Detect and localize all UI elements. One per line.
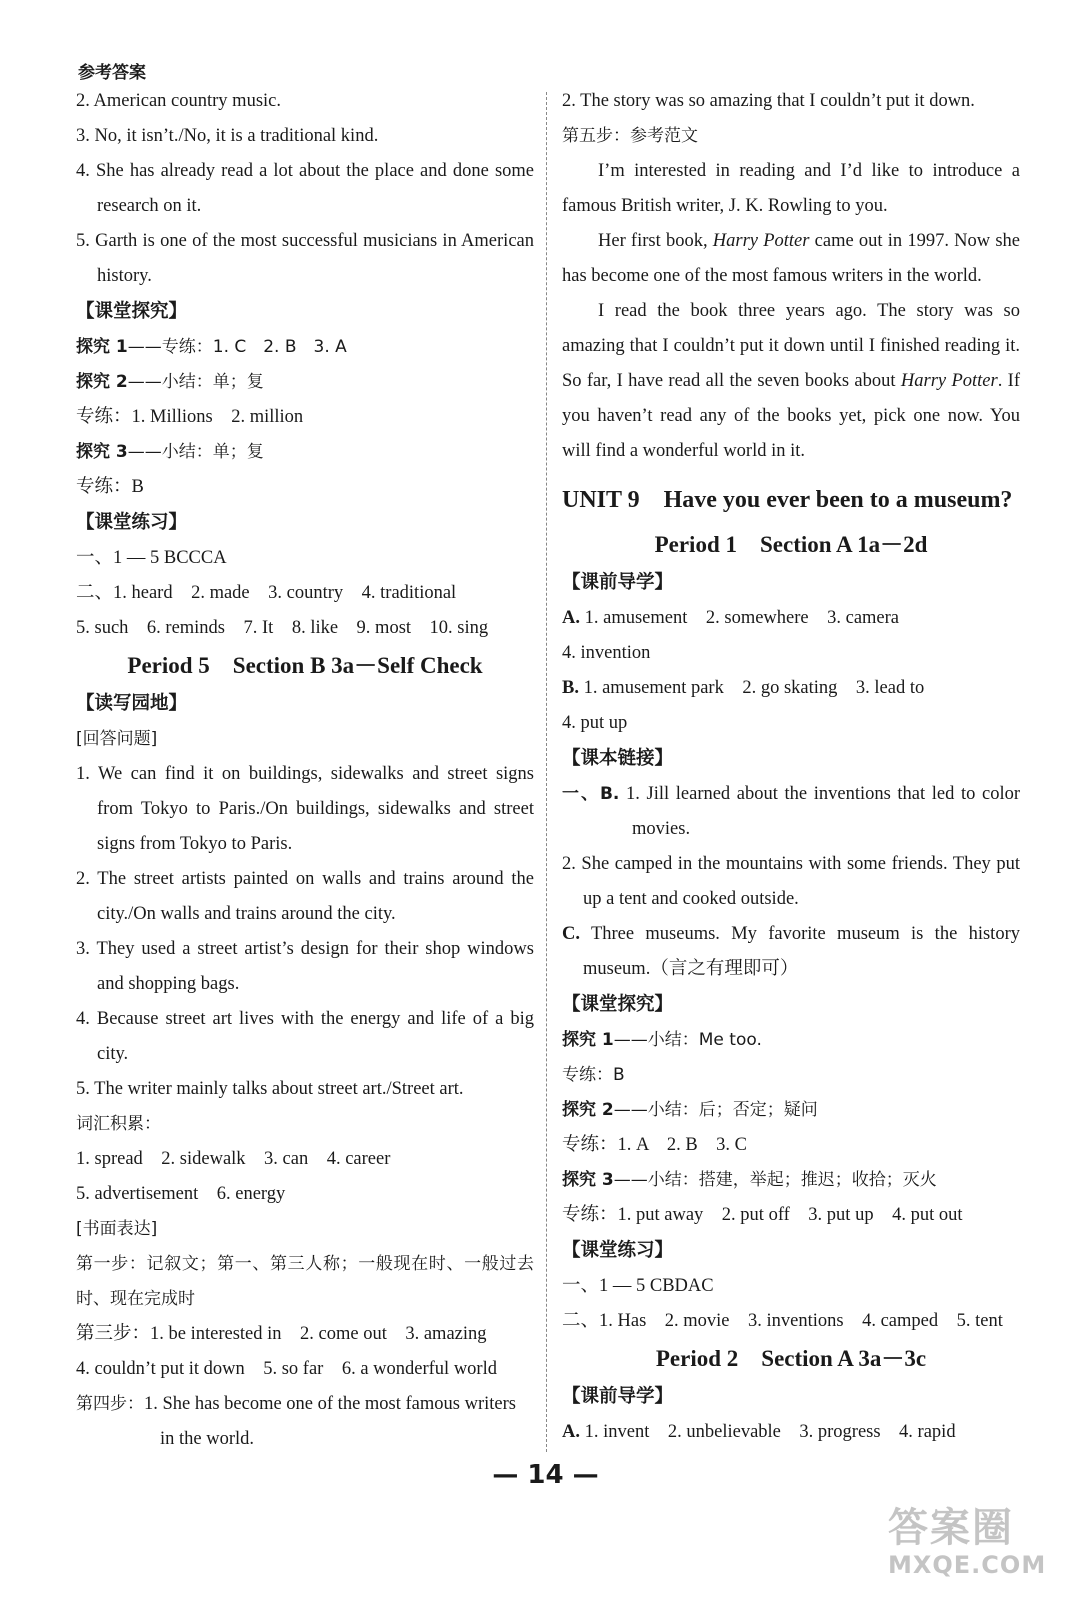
answer-line: 1. We can find it on buildings, sidewalks and street signs from Tokyo to Paris./On buildings, sidewalks and street signs from Tokyo to Paris. bbox=[76, 764, 534, 854]
explore-text: ——小结：单；复 bbox=[127, 442, 264, 462]
step-text: 1. She has become one of the most famous writers bbox=[144, 1394, 516, 1414]
item-text: Three museums. My favorite museum is the history museum.（言之有理即可） bbox=[583, 924, 1020, 979]
preview-line bbox=[562, 1415, 1020, 1450]
explore-text: ——小结：后；否定；疑问 bbox=[613, 1100, 818, 1120]
explore-label: 探究 1 bbox=[76, 337, 128, 357]
practice-line: 二、1. Has 2. movie 3. inventions 4. camped 5. tent bbox=[562, 1311, 1003, 1331]
answer-line: 4. Because street art lives with the energy and life of a big city. bbox=[76, 1009, 534, 1064]
vocab-line: 1. spread 2. sidewalk 3. can 4. career bbox=[76, 1149, 391, 1169]
practice-line: 一、1 — 5 CBDAC bbox=[562, 1276, 714, 1296]
textbook-line: 2. She camped in the mountains with some friends. They put up a tent and cooked outside. bbox=[562, 854, 1020, 909]
step-label: 第四步： bbox=[76, 1394, 144, 1414]
writing-step: 4. couldn’t put it down 5. so far 6. a wonderful world bbox=[76, 1359, 497, 1379]
subsection-heading: [书面表达] bbox=[76, 1219, 158, 1239]
practice-line: 专练：B bbox=[76, 477, 144, 497]
explore-line bbox=[562, 1093, 1020, 1128]
vocab-line: 5. advertisement 6. energy bbox=[76, 1184, 286, 1204]
explore-line bbox=[76, 435, 534, 470]
section-heading: 【课前导学】 bbox=[562, 1386, 674, 1407]
preview-line bbox=[562, 601, 1020, 636]
period-title: Period 2 Section A 3a－3c bbox=[655, 1346, 927, 1371]
explore-text: ——专练：1. C 2. B 3. A bbox=[127, 337, 347, 357]
watermark-text: 答案圈 bbox=[888, 1505, 1014, 1551]
essay-paragraph bbox=[562, 294, 1020, 469]
explore-text: ——小结：搭建，举起；推迟；收拾；灭火 bbox=[613, 1170, 937, 1190]
explore-line bbox=[562, 1023, 1020, 1058]
practice-line: 二、1. heard 2. made 3. country 4. traditional bbox=[76, 583, 457, 603]
subsection-heading: 第五步：参考范文 bbox=[562, 126, 698, 146]
practice-line: 专练：1. Millions 2. million bbox=[76, 407, 304, 427]
watermark-logo bbox=[888, 1506, 1078, 1590]
subsection-heading: 词汇积累： bbox=[76, 1114, 161, 1134]
item-text: 1. amusement park 2. go skating 3. lead to bbox=[583, 678, 925, 698]
explore-label: 探究 2 bbox=[562, 1100, 614, 1120]
page-number: — 14 — bbox=[492, 1460, 599, 1490]
period-title: Period 1 Section A 1a－2d bbox=[654, 532, 928, 557]
explore-text: ——小结：单；复 bbox=[127, 372, 264, 392]
practice-line: 专练：1. put away 2. put off 3. put up 4. put out bbox=[562, 1205, 963, 1225]
writing-step bbox=[76, 1387, 534, 1422]
page-header: 参考答案 bbox=[78, 63, 146, 83]
textbook-line bbox=[562, 917, 1020, 987]
essay-paragraph: I’m interested in reading and I’d like to introduce a famous British writer, J. K. Rowling to you. bbox=[562, 161, 1020, 216]
explore-label: 探究 3 bbox=[562, 1170, 614, 1190]
answer-line: 5. The writer mainly talks about street art./Street art. bbox=[76, 1079, 464, 1099]
section-heading: 【课堂探究】 bbox=[76, 301, 188, 322]
book-title: Harry Potter bbox=[712, 231, 810, 251]
item-label: 一、B. bbox=[562, 784, 620, 804]
essay-paragraph bbox=[562, 224, 1020, 294]
explore-label: 探究 2 bbox=[76, 372, 128, 392]
answer-line: 5. Garth is one of the most successful musicians in American history. bbox=[76, 231, 534, 286]
essay-text: I read the book three years ago. The story was so amazing that I couldn’t put it down until I finished reading it. So far, I have read all the seven books about bbox=[562, 301, 1020, 391]
essay-text: Her first book, bbox=[598, 231, 713, 251]
essay-text: came out in 1997. Now she has become one of the most famous writers in the world. bbox=[562, 231, 1020, 286]
answer-line: 2. The story was so amazing that I couldn’t put it down. bbox=[562, 91, 975, 111]
answer-line: 3. They used a street artist’s design for their shop windows and shopping bags. bbox=[76, 939, 534, 994]
preview-line: 4. invention bbox=[562, 643, 651, 663]
unit-title: UNIT 9 Have you ever been to a museum? bbox=[562, 487, 1013, 513]
item-text: 1. invent 2. unbelievable 3. progress 4. rapid bbox=[584, 1422, 956, 1442]
answer-line: 3. No, it isn’t./No, it is a traditional kind. bbox=[76, 126, 379, 146]
preview-line: 4. put up bbox=[562, 713, 628, 733]
watermark-url: MXQE.COM bbox=[888, 1551, 1047, 1579]
practice-line: 专练：1. A 2. B 3. C bbox=[562, 1135, 748, 1155]
practice-line: 一、1 — 5 BCCCA bbox=[76, 548, 227, 568]
section-heading: 【课本链接】 bbox=[562, 748, 674, 769]
practice-line: 专练：B bbox=[562, 1065, 625, 1085]
textbook-line bbox=[562, 777, 1020, 847]
left-column bbox=[76, 84, 534, 1457]
column-divider bbox=[546, 92, 547, 1452]
section-heading: 【课堂练习】 bbox=[562, 1240, 674, 1261]
preview-line bbox=[562, 671, 1020, 706]
writing-step: in the world. bbox=[160, 1429, 255, 1449]
item-label: A. bbox=[562, 1422, 580, 1442]
essay-text: . If you haven’t read any of the books yet, pick one now. You will find a wonderful world in it. bbox=[562, 371, 1020, 461]
writing-step: 第一步：记叙文；第一、第三人称；一般现在时、一般过去时、现在完成时 bbox=[76, 1254, 534, 1309]
period-title: Period 5 Section B 3a－Self Check bbox=[127, 653, 483, 678]
section-heading: 【读写园地】 bbox=[76, 693, 188, 714]
answer-line: 4. She has already read a lot about the place and done some research on it. bbox=[76, 161, 534, 216]
item-label: A. bbox=[562, 608, 580, 628]
item-label: B. bbox=[562, 678, 579, 698]
item-text: 1. Jill learned about the inventions that led to color movies. bbox=[626, 784, 1021, 839]
answer-line: 2. The street artists painted on walls and trains around the city./On walls and trains around the city. bbox=[76, 869, 534, 924]
book-title: Harry Potter bbox=[900, 371, 998, 391]
explore-line bbox=[76, 330, 534, 365]
explore-label: 探究 3 bbox=[76, 442, 128, 462]
section-heading: 【课堂练习】 bbox=[76, 512, 188, 533]
section-heading: 【课堂探究】 bbox=[562, 994, 674, 1015]
answer-line: 2. American country music. bbox=[76, 91, 281, 111]
practice-line: 5. such 6. reminds 7. It 8. like 9. most 10. sing bbox=[76, 618, 489, 638]
subsection-heading: [回答问题] bbox=[76, 729, 158, 749]
writing-step: 第三步：1. be interested in 2. come out 3. amazing bbox=[76, 1324, 487, 1344]
item-text: 1. amusement 2. somewhere 3. camera bbox=[584, 608, 900, 628]
explore-line bbox=[76, 365, 534, 400]
right-column bbox=[562, 84, 1020, 1450]
explore-label: 探究 1 bbox=[562, 1030, 614, 1050]
explore-text: ——小结：Me too. bbox=[613, 1030, 762, 1050]
item-label: C. bbox=[562, 924, 580, 944]
section-heading: 【课前导学】 bbox=[562, 572, 674, 593]
explore-line bbox=[562, 1163, 1020, 1198]
